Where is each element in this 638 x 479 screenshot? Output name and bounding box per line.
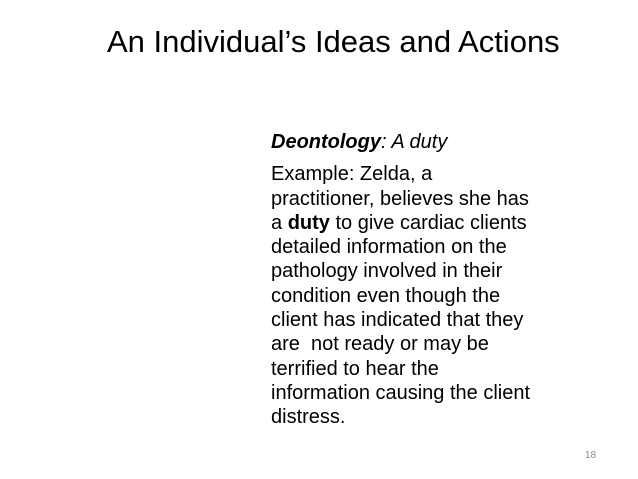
example-line: distress. (271, 406, 346, 429)
definition-text: : A duty (381, 131, 448, 153)
emphasis-duty: duty (287, 211, 330, 234)
slide-body (271, 130, 621, 430)
definition-heading (271, 130, 621, 154)
example-line: information causing the client (271, 381, 531, 404)
page-number: 18 (585, 450, 597, 461)
example-line: Example: Zelda, a (271, 163, 433, 186)
definition-term: Deontology (271, 131, 381, 153)
example-paragraph (271, 162, 621, 429)
example-line: terrified to hear the (271, 357, 439, 380)
example-line: practitioner, believes she has (271, 187, 529, 210)
example-line: pathology involved in their (271, 260, 503, 283)
example-line: condition even though the (271, 284, 501, 307)
example-line (271, 211, 621, 235)
example-text: to give cardiac clients (329, 211, 527, 234)
example-text: a (271, 211, 288, 234)
example-line: are not ready or may be (271, 333, 489, 356)
example-line: detailed information on the (271, 236, 507, 259)
example-line: client has indicated that they (271, 309, 524, 332)
slide-title: An Individual’s Ideas and Actions (107, 24, 560, 59)
